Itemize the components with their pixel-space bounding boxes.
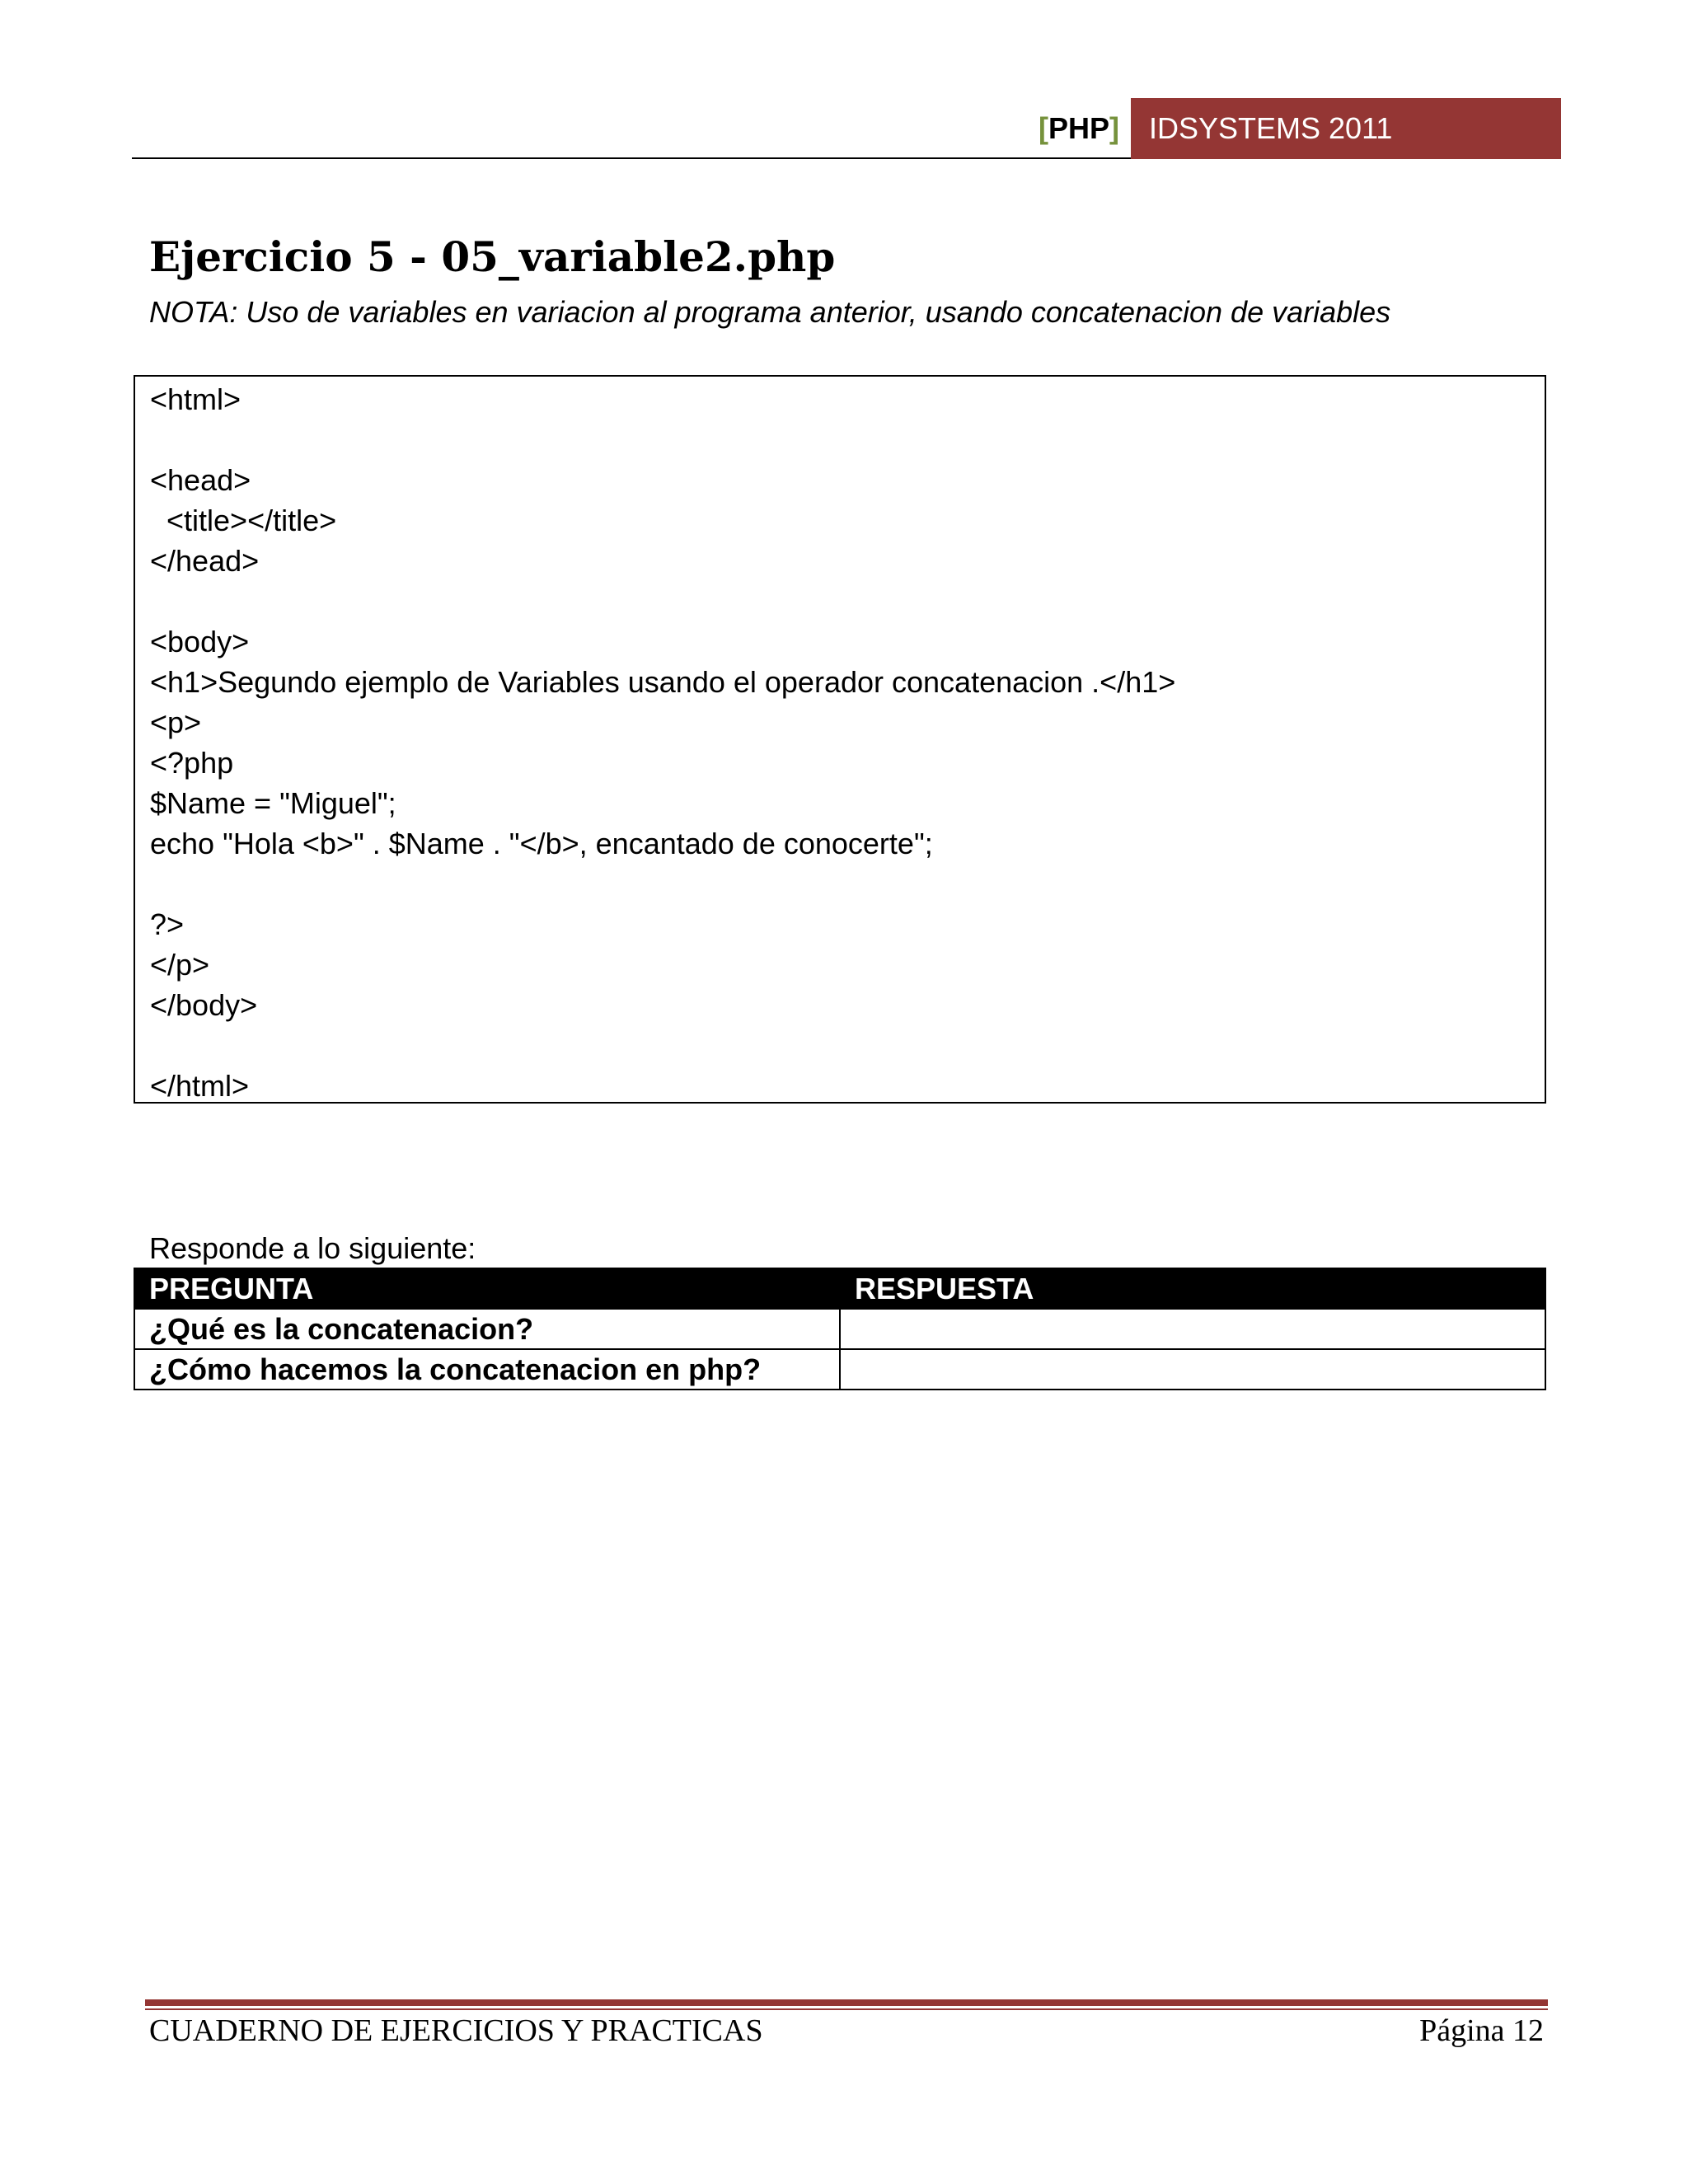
code-line: <html> [150, 382, 241, 416]
code-line: <h1>Segundo ejemplo de Variables usando el operador concatenacion .</h1> [150, 665, 1176, 699]
code-line: <?php [150, 746, 234, 780]
table-row [134, 1349, 1545, 1390]
exercise-title: Ejercicio 5 - 05_variable2.php [149, 232, 836, 281]
header-bracket-close: ] [1109, 111, 1120, 145]
header-rule [132, 157, 1131, 159]
column-header-answer: RESPUESTA [840, 1268, 1545, 1309]
question-cell: ¿Qué es la concatenacion? [134, 1309, 840, 1349]
footer-title: CUADERNO DE EJERCICIOS Y PRACTICAS [149, 2013, 763, 2048]
header-subject: PHP [1048, 111, 1110, 145]
code-line: <title></title> [150, 504, 337, 537]
footer-rule [145, 1999, 1548, 2006]
questions-intro: Responde a lo siguiente: [149, 1231, 476, 1265]
code-line: </head> [150, 544, 260, 578]
table-header-row [134, 1268, 1545, 1309]
header-bracket-open: [ [1039, 111, 1048, 145]
footer-rule-thin [145, 2008, 1548, 2010]
code-line: </body> [150, 988, 258, 1022]
code-line: <p> [150, 705, 202, 739]
code-line: echo "Hola <b>" . $Name . "</b>, encantado de conocerte"; [150, 827, 933, 860]
exercise-note: NOTA: Uso de variables en variacion al programa anterior, usando concatenacion de variables [149, 295, 1391, 329]
table-row [134, 1309, 1545, 1349]
qa-table [134, 1268, 1546, 1390]
code-line: <body> [150, 625, 250, 658]
header-band [1131, 98, 1561, 159]
code-line: ?> [150, 907, 185, 941]
answer-cell[interactable] [840, 1349, 1545, 1390]
answer-cell[interactable] [840, 1309, 1545, 1349]
column-header-question: PREGUNTA [134, 1268, 840, 1309]
question-cell: ¿Cómo hacemos la concatenacion en php? [134, 1349, 840, 1390]
header-label [1039, 111, 1119, 148]
code-line: </p> [150, 948, 210, 982]
code-line: </html> [150, 1069, 250, 1103]
code-line: $Name = "Miguel"; [150, 786, 396, 820]
header-band-text: IDSYSTEMS 2011 [1149, 111, 1393, 145]
page-number: Página 12 [1419, 2013, 1544, 2048]
code-line: <head> [150, 463, 251, 497]
code-listing [134, 375, 1546, 1104]
